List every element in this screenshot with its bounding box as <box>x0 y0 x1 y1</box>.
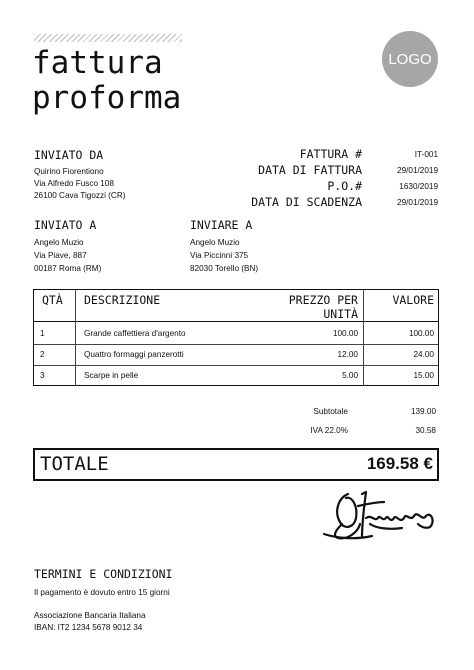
logo-placeholder: LOGO <box>382 31 438 87</box>
due-date-value: 29/01/2019 <box>397 198 438 207</box>
bill-to-city: 00187 Roma (RM) <box>34 264 102 273</box>
row-3-description: Scarpe in pelle <box>84 371 139 380</box>
row-3-qty: 3 <box>40 371 45 380</box>
ship-to-name: Angelo Muzio <box>190 238 240 247</box>
terms-heading: TERMINI E CONDIZIONI <box>34 567 173 581</box>
po-number-value: 1630/2019 <box>399 182 438 191</box>
total-label: TOTALE <box>40 453 109 475</box>
column-header-amount: VALORE <box>392 293 434 307</box>
sender-street: Via Alfredo Fusco 108 <box>34 179 114 188</box>
row-2-amount: 24.00 <box>413 350 434 359</box>
terms-bank-name: Associazione Bancaria Italiana <box>34 611 146 620</box>
unit-price-header-line-1: PREZZO PER <box>288 293 358 307</box>
invoice-date-label: DATA DI FATTURA <box>258 163 362 177</box>
table-column-divider <box>363 289 364 386</box>
total-value: 169.58 € <box>366 454 433 473</box>
table-row-divider <box>34 344 438 345</box>
row-1-amount: 100.00 <box>408 329 434 338</box>
column-header-qty: QTÀ <box>42 293 63 307</box>
row-2-unit-price: 12.00 <box>337 350 358 359</box>
sender-city: 26100 Cava Tigozzi (CR) <box>34 191 126 200</box>
column-header-description: DESCRIZIONE <box>84 293 161 307</box>
row-3-unit-price: 5.00 <box>342 371 358 380</box>
bill-to-street: Via Piave, 887 <box>34 251 87 260</box>
document-title <box>32 46 181 116</box>
invoice-number-label: FATTURA # <box>299 147 362 161</box>
invoice-number-value: IT-001 <box>414 150 438 159</box>
row-2-qty: 2 <box>40 350 45 359</box>
po-number-label: P.O.# <box>327 179 362 193</box>
column-header-unit-price <box>258 293 358 321</box>
row-1-unit-price: 100.00 <box>332 329 358 338</box>
terms-iban: IBAN: IT2 1234 5678 9012 34 <box>34 623 143 632</box>
tax-value: 30.58 <box>415 426 436 435</box>
title-line-2: proforma <box>32 80 182 116</box>
signature-image <box>318 488 440 544</box>
tax-label: IVA 22.0% <box>310 426 348 435</box>
table-header-divider <box>33 321 439 322</box>
subtotal-value: 139.00 <box>410 407 436 416</box>
header-hatch-decoration <box>34 34 182 42</box>
title-line-1: fattura <box>32 45 163 81</box>
sender-name: Quirino Fiorentiono <box>34 167 104 176</box>
row-3-amount: 15.00 <box>413 371 434 380</box>
subtotal-label: Subtotale <box>313 407 348 416</box>
sender-heading: INVIATO DA <box>34 148 104 162</box>
invoice-date-value: 29/01/2019 <box>397 166 438 175</box>
ship-to-city: 82030 Torello (BN) <box>190 264 259 273</box>
ship-to-heading: INVIARE A <box>190 218 253 232</box>
unit-price-header-line-2: UNITÀ <box>323 307 358 321</box>
row-1-qty: 1 <box>40 329 45 338</box>
bill-to-heading: INVIATO A <box>34 218 97 232</box>
due-date-label: DATA DI SCADENZA <box>251 195 362 209</box>
row-2-description: Quattro formaggi panzerotti <box>84 350 184 359</box>
terms-payment-line: Il pagamento è dovuto entro 15 giorni <box>34 588 170 597</box>
row-1-description: Grande caffettiera d'argento <box>84 329 186 338</box>
ship-to-street: Via Piccinni 375 <box>190 251 249 260</box>
table-column-divider <box>75 289 76 386</box>
bill-to-name: Angelo Muzio <box>34 238 84 247</box>
table-row-divider <box>34 365 438 366</box>
